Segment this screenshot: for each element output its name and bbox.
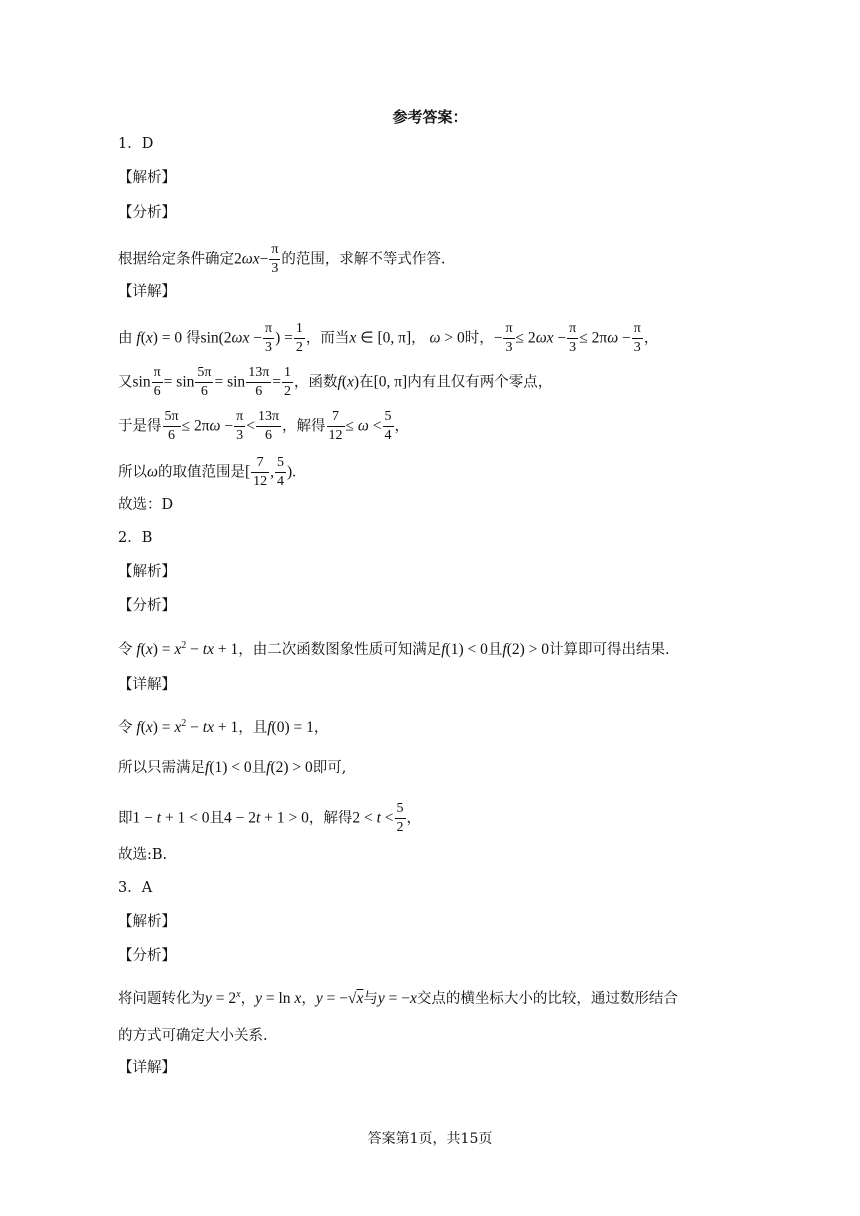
q1-detail-line4: 所以ω的取值范围是[ $\frac{7}{12}$ , $\frac{5}{4}$ ). bbox=[118, 455, 297, 489]
q3-fenxi-text-cont: 的方式可确定大小关系. bbox=[118, 1028, 268, 1044]
q1-fenxi-text: 根据给定条件确定2ωx− $\frac{\pi}{3}$ 的范围，求解不等式作答. bbox=[118, 242, 446, 276]
q3-jiexi-heading: 【解析】 bbox=[118, 914, 176, 930]
page-footer: 答案第1页，共15页 bbox=[367, 1131, 493, 1147]
q1-xiangjie-heading: 【详解】 bbox=[118, 284, 176, 300]
q1-detail-line2: 又sin $\frac{\pi}{6}$ = sin $\frac{5\pi}{6}$ = sin $\frac{13\pi}{6}$ = $\frac{1}{2}$ ，函数f(x)在[0, π]内有且仅有两个零点， bbox=[118, 365, 553, 399]
q2-conclusion: 故选:B. bbox=[118, 847, 168, 863]
q2-detail-line2: 所以只需满足f(1) < 0且f(2) > 0即可, bbox=[118, 759, 347, 776]
q3-answer: 3．A bbox=[118, 880, 153, 896]
q3-xiangjie-heading: 【详解】 bbox=[118, 1060, 176, 1076]
q2-jiexi-heading: 【解析】 bbox=[118, 564, 176, 580]
q2-detail-line3: 即1 − t + 1 < 0且4 − 2t + 1 > 0，解得2 < t < $\frac{5}{2}$ ， bbox=[118, 801, 422, 835]
answer-title: 参考答案： bbox=[392, 108, 468, 126]
q1-answer: 1．D bbox=[118, 136, 154, 152]
q1-fenxi-heading: 【分析】 bbox=[118, 205, 176, 221]
q2-detail-line1: 令 $f(x) = x^2$ − tx + 1，且f(0) = 1， bbox=[118, 718, 329, 737]
q1-conclusion: 故选：D bbox=[118, 497, 174, 513]
q2-fenxi-heading: 【分析】 bbox=[118, 598, 176, 614]
q1-detail-line3: 于是得 $\frac{5\pi}{6}$ ≤ 2πω − $\frac{\pi}{3}$ < $\frac{13\pi}{6}$ ，解得 $\frac{7}{12}$ ≤ ω < $\frac{5}{4}$ ， bbox=[118, 409, 409, 443]
q1-detail-line1: 由 f(x) = 0 得sin(2ωx − $\frac{\pi}{3}$ ) = $\frac{1}{2}$ ，而当x ∈ [0, π]， ω > 0时，− $\frac{\pi}{3}$ ≤ 2ωx − $\frac{\pi}{3}$ ≤ 2πω − $\frac{\pi}{3}$ ， bbox=[118, 321, 659, 355]
q2-fenxi-text: 令 $f(x) = x^2$ − tx + 1，由二次函数图象性质可知满足f(1) < 0且f(2) > 0计算即可得出结果. bbox=[118, 640, 670, 659]
q3-fenxi-heading: 【分析】 bbox=[118, 948, 176, 964]
q1-jiexi-heading: 【解析】 bbox=[118, 170, 176, 186]
q3-fenxi-text: 将问题转化为$y = 2^x$，y = ln x，y = −√x与y = −x交点的横坐标大小的比较，通过数形结合 bbox=[118, 989, 678, 1008]
q2-xiangjie-heading: 【详解】 bbox=[118, 677, 176, 693]
q2-answer: 2．B bbox=[118, 530, 153, 546]
